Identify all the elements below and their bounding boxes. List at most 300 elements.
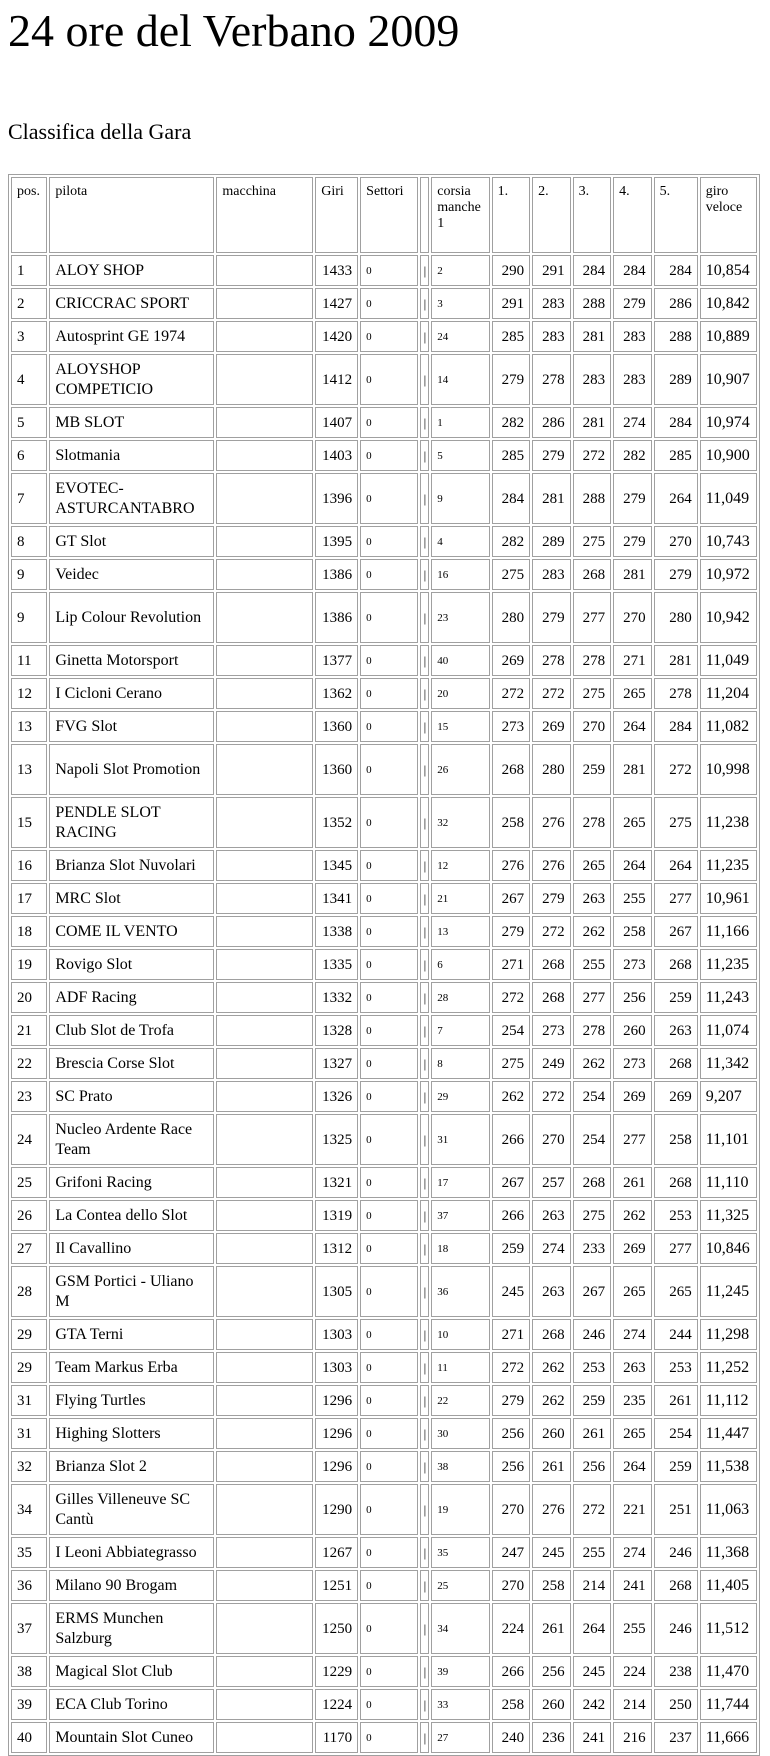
cell-manche-4: 260 — [613, 1015, 652, 1046]
cell-separator: | — [420, 1233, 429, 1264]
cell-settori: 0 — [360, 949, 418, 980]
table-row — [11, 1722, 757, 1753]
cell-giro-veloce: 10,998 — [700, 744, 757, 795]
cell-macchina — [216, 1418, 313, 1449]
cell-settori: 0 — [360, 559, 418, 590]
cell-manche-1: 290 — [492, 255, 531, 286]
cell-giro-veloce: 11,447 — [700, 1418, 757, 1449]
cell-settori: 0 — [360, 1603, 418, 1654]
cell-separator: | — [420, 797, 429, 848]
cell-pos: 32 — [11, 1451, 47, 1482]
page-title: 24 ore del Verbano 2009 — [8, 5, 460, 56]
table-row — [11, 1167, 757, 1198]
cell-settori: 0 — [360, 1484, 418, 1535]
cell-giro-veloce: 9,207 — [700, 1081, 757, 1112]
cell-giri: 1362 — [315, 678, 358, 709]
cell-manche-4: 279 — [613, 473, 652, 524]
cell-pos: 38 — [11, 1656, 47, 1687]
cell-giro-veloce: 11,101 — [700, 1114, 757, 1165]
cell-manche-2: 273 — [532, 1015, 571, 1046]
cell-manche-1: 270 — [492, 1484, 531, 1535]
cell-macchina — [216, 473, 313, 524]
cell-manche-2: 262 — [532, 1385, 571, 1416]
cell-pilota: Napoli Slot Promotion — [49, 744, 214, 795]
cell-manche-2: 261 — [532, 1451, 571, 1482]
cell-manche-4: 271 — [613, 645, 652, 676]
cell-manche-2: 260 — [532, 1418, 571, 1449]
cell-giro-veloce: 11,049 — [700, 645, 757, 676]
cell-corsia: 33 — [431, 1689, 489, 1720]
cell-giro-veloce: 10,942 — [700, 592, 757, 643]
cell-pos: 28 — [11, 1266, 47, 1317]
cell-manche-3: 283 — [573, 354, 612, 405]
cell-manche-3: 241 — [573, 1722, 612, 1753]
cell-manche-1: 271 — [492, 1319, 531, 1350]
cell-pilota: EVOTEC-ASTURCANTABRO — [49, 473, 214, 524]
cell-separator: | — [420, 645, 429, 676]
cell-separator: | — [420, 744, 429, 795]
cell-manche-5: 237 — [654, 1722, 698, 1753]
cell-manche-3: 214 — [573, 1570, 612, 1601]
cell-manche-4: 279 — [613, 288, 652, 319]
cell-manche-1: 273 — [492, 711, 531, 742]
cell-manche-5: 277 — [654, 1233, 698, 1264]
cell-giro-veloce: 11,405 — [700, 1570, 757, 1601]
cell-giro-veloce: 11,512 — [700, 1603, 757, 1654]
cell-pilota: Club Slot de Trofa — [49, 1015, 214, 1046]
cell-pilota: Brescia Corse Slot — [49, 1048, 214, 1079]
cell-manche-3: 254 — [573, 1081, 612, 1112]
cell-separator: | — [420, 592, 429, 643]
cell-manche-2: 263 — [532, 1200, 571, 1231]
cell-macchina — [216, 354, 313, 405]
cell-manche-3: 262 — [573, 916, 612, 947]
cell-settori: 0 — [360, 592, 418, 643]
cell-giri: 1328 — [315, 1015, 358, 1046]
cell-giro-veloce: 11,235 — [700, 850, 757, 881]
cell-macchina — [216, 797, 313, 848]
cell-macchina — [216, 1048, 313, 1079]
cell-manche-3: 261 — [573, 1418, 612, 1449]
cell-corsia: 28 — [431, 982, 489, 1013]
cell-giro-veloce: 11,342 — [700, 1048, 757, 1079]
cell-separator: | — [420, 559, 429, 590]
cell-manche-1: 258 — [492, 797, 531, 848]
cell-manche-1: 259 — [492, 1233, 531, 1264]
cell-corsia: 31 — [431, 1114, 489, 1165]
cell-manche-2: 279 — [532, 440, 571, 471]
cell-giri: 1250 — [315, 1603, 358, 1654]
cell-manche-1: 285 — [492, 321, 531, 352]
cell-manche-5: 272 — [654, 744, 698, 795]
cell-corsia: 7 — [431, 1015, 489, 1046]
cell-manche-5: 259 — [654, 1451, 698, 1482]
cell-macchina — [216, 711, 313, 742]
cell-corsia: 24 — [431, 321, 489, 352]
table-row — [11, 1484, 757, 1535]
cell-manche-2: 276 — [532, 797, 571, 848]
cell-giro-veloce: 11,082 — [700, 711, 757, 742]
cell-pilota: ADF Racing — [49, 982, 214, 1013]
cell-pos: 1 — [11, 255, 47, 286]
cell-giri: 1326 — [315, 1081, 358, 1112]
cell-separator: | — [420, 1385, 429, 1416]
cell-separator: | — [420, 473, 429, 524]
header-macchina: macchina — [216, 177, 313, 253]
cell-corsia: 3 — [431, 288, 489, 319]
cell-manche-2: 261 — [532, 1603, 571, 1654]
cell-corsia: 4 — [431, 526, 489, 557]
cell-pilota: COME IL VENTO — [49, 916, 214, 947]
table-row — [11, 255, 757, 286]
cell-manche-5: 264 — [654, 473, 698, 524]
cell-giri: 1251 — [315, 1570, 358, 1601]
table-row — [11, 1603, 757, 1654]
cell-giri: 1296 — [315, 1451, 358, 1482]
cell-giro-veloce: 11,470 — [700, 1656, 757, 1687]
cell-manche-1: 262 — [492, 1081, 531, 1112]
cell-separator: | — [420, 982, 429, 1013]
cell-manche-4: 282 — [613, 440, 652, 471]
cell-macchina — [216, 1484, 313, 1535]
cell-corsia: 5 — [431, 440, 489, 471]
cell-giri: 1332 — [315, 982, 358, 1013]
cell-giri: 1403 — [315, 440, 358, 471]
cell-separator: | — [420, 1603, 429, 1654]
table-row — [11, 592, 757, 643]
cell-manche-4: 284 — [613, 255, 652, 286]
table-row — [11, 407, 757, 438]
cell-corsia: 29 — [431, 1081, 489, 1112]
cell-manche-5: 238 — [654, 1656, 698, 1687]
cell-manche-5: 284 — [654, 711, 698, 742]
cell-manche-1: 240 — [492, 1722, 531, 1753]
cell-manche-4: 283 — [613, 354, 652, 405]
cell-manche-4: 262 — [613, 1200, 652, 1231]
cell-giri: 1338 — [315, 916, 358, 947]
cell-giri: 1229 — [315, 1656, 358, 1687]
cell-separator: | — [420, 1656, 429, 1687]
cell-manche-2: 249 — [532, 1048, 571, 1079]
cell-manche-5: 265 — [654, 1266, 698, 1317]
cell-macchina — [216, 1689, 313, 1720]
cell-separator: | — [420, 354, 429, 405]
cell-pilota: Highing Slotters — [49, 1418, 214, 1449]
header-pos: pos. — [11, 177, 47, 253]
cell-manche-2: 260 — [532, 1689, 571, 1720]
cell-separator: | — [420, 1570, 429, 1601]
cell-manche-5: 253 — [654, 1352, 698, 1383]
cell-macchina — [216, 1114, 313, 1165]
cell-giro-veloce: 10,842 — [700, 288, 757, 319]
cell-manche-4: 270 — [613, 592, 652, 643]
table-row — [11, 797, 757, 848]
cell-giro-veloce: 11,204 — [700, 678, 757, 709]
cell-manche-5: 254 — [654, 1418, 698, 1449]
cell-manche-2: 278 — [532, 354, 571, 405]
cell-pos: 5 — [11, 407, 47, 438]
cell-manche-3: 278 — [573, 1015, 612, 1046]
cell-pos: 9 — [11, 592, 47, 643]
cell-separator: | — [420, 711, 429, 742]
page-subtitle: Classifica della Gara — [8, 119, 192, 144]
cell-manche-2: 289 — [532, 526, 571, 557]
cell-manche-3: 288 — [573, 288, 612, 319]
cell-manche-4: 264 — [613, 711, 652, 742]
cell-manche-3: 281 — [573, 407, 612, 438]
cell-settori: 0 — [360, 1418, 418, 1449]
header-manche-1: 1. — [492, 177, 531, 253]
cell-macchina — [216, 1352, 313, 1383]
cell-separator: | — [420, 1200, 429, 1231]
cell-pilota: Rovigo Slot — [49, 949, 214, 980]
cell-manche-3: 268 — [573, 1167, 612, 1198]
cell-pilota: I Leoni Abbiategrasso — [49, 1537, 214, 1568]
table-row — [11, 1114, 757, 1165]
cell-manche-3: 278 — [573, 645, 612, 676]
cell-manche-2: 268 — [532, 949, 571, 980]
cell-manche-1: 266 — [492, 1200, 531, 1231]
cell-manche-4: 263 — [613, 1352, 652, 1383]
cell-manche-1: 267 — [492, 1167, 531, 1198]
cell-pos: 4 — [11, 354, 47, 405]
cell-giro-veloce: 11,049 — [700, 473, 757, 524]
cell-settori: 0 — [360, 678, 418, 709]
cell-giri: 1341 — [315, 883, 358, 914]
cell-manche-4: 265 — [613, 678, 652, 709]
cell-pilota: CRICCRAC SPORT — [49, 288, 214, 319]
cell-manche-4: 279 — [613, 526, 652, 557]
cell-macchina — [216, 982, 313, 1013]
cell-manche-5: 289 — [654, 354, 698, 405]
cell-corsia: 30 — [431, 1418, 489, 1449]
cell-macchina — [216, 678, 313, 709]
cell-corsia: 1 — [431, 407, 489, 438]
table-row — [11, 1385, 757, 1416]
cell-manche-2: 280 — [532, 744, 571, 795]
cell-pos: 29 — [11, 1352, 47, 1383]
cell-manche-4: 255 — [613, 1603, 652, 1654]
cell-separator: | — [420, 255, 429, 286]
cell-macchina — [216, 744, 313, 795]
cell-manche-4: 265 — [613, 1418, 652, 1449]
cell-manche-5: 268 — [654, 1570, 698, 1601]
table-row — [11, 1081, 757, 1112]
cell-manche-3: 264 — [573, 1603, 612, 1654]
cell-manche-1: 245 — [492, 1266, 531, 1317]
table-row — [11, 1352, 757, 1383]
cell-macchina — [216, 645, 313, 676]
cell-macchina — [216, 883, 313, 914]
cell-giri: 1360 — [315, 711, 358, 742]
cell-pilota: MB SLOT — [49, 407, 214, 438]
cell-manche-4: 265 — [613, 797, 652, 848]
cell-pos: 23 — [11, 1081, 47, 1112]
cell-giri: 1427 — [315, 288, 358, 319]
cell-settori: 0 — [360, 288, 418, 319]
cell-pos: 3 — [11, 321, 47, 352]
cell-manche-4: 274 — [613, 407, 652, 438]
cell-manche-1: 270 — [492, 1570, 531, 1601]
cell-pos: 8 — [11, 526, 47, 557]
cell-giri: 1296 — [315, 1385, 358, 1416]
cell-pos: 27 — [11, 1233, 47, 1264]
cell-giro-veloce: 10,743 — [700, 526, 757, 557]
cell-macchina — [216, 1451, 313, 1482]
cell-manche-5: 269 — [654, 1081, 698, 1112]
table-row — [11, 711, 757, 742]
header-settori: Settori — [360, 177, 418, 253]
cell-manche-5: 268 — [654, 949, 698, 980]
cell-manche-2: 268 — [532, 1319, 571, 1350]
cell-corsia: 27 — [431, 1722, 489, 1753]
table-row — [11, 440, 757, 471]
cell-manche-3: 275 — [573, 526, 612, 557]
cell-separator: | — [420, 1266, 429, 1317]
cell-pos: 21 — [11, 1015, 47, 1046]
cell-separator: | — [420, 949, 429, 980]
header-manche-2: 2. — [532, 177, 571, 253]
cell-manche-4: 256 — [613, 982, 652, 1013]
table-row — [11, 1418, 757, 1449]
cell-separator: | — [420, 321, 429, 352]
cell-giro-veloce: 11,063 — [700, 1484, 757, 1535]
cell-manche-4: 281 — [613, 559, 652, 590]
cell-pos: 26 — [11, 1200, 47, 1231]
cell-macchina — [216, 1603, 313, 1654]
cell-manche-5: 253 — [654, 1200, 698, 1231]
cell-macchina — [216, 526, 313, 557]
cell-macchina — [216, 592, 313, 643]
cell-giri: 1377 — [315, 645, 358, 676]
table-row — [11, 850, 757, 881]
cell-macchina — [216, 321, 313, 352]
cell-pilota: Gilles Villeneuve SC Cantù — [49, 1484, 214, 1535]
cell-manche-3: 278 — [573, 797, 612, 848]
cell-giro-veloce: 10,972 — [700, 559, 757, 590]
cell-separator: | — [420, 1015, 429, 1046]
cell-manche-3: 233 — [573, 1233, 612, 1264]
cell-manche-3: 255 — [573, 949, 612, 980]
cell-giri: 1386 — [315, 559, 358, 590]
cell-manche-4: 269 — [613, 1233, 652, 1264]
table-row — [11, 678, 757, 709]
cell-manche-4: 241 — [613, 1570, 652, 1601]
cell-manche-2: 270 — [532, 1114, 571, 1165]
cell-settori: 0 — [360, 1689, 418, 1720]
cell-corsia: 38 — [431, 1451, 489, 1482]
table-row — [11, 883, 757, 914]
cell-manche-2: 236 — [532, 1722, 571, 1753]
cell-corsia: 8 — [431, 1048, 489, 1079]
cell-settori: 0 — [360, 711, 418, 742]
cell-pos: 36 — [11, 1570, 47, 1601]
cell-corsia: 23 — [431, 592, 489, 643]
cell-giri: 1396 — [315, 473, 358, 524]
cell-corsia: 26 — [431, 744, 489, 795]
cell-corsia: 10 — [431, 1319, 489, 1350]
results-table — [8, 174, 760, 1756]
cell-giri: 1407 — [315, 407, 358, 438]
cell-manche-5: 258 — [654, 1114, 698, 1165]
cell-settori: 0 — [360, 1451, 418, 1482]
cell-manche-4: 274 — [613, 1537, 652, 1568]
cell-separator: | — [420, 1114, 429, 1165]
cell-corsia: 14 — [431, 354, 489, 405]
cell-pos: 7 — [11, 473, 47, 524]
cell-manche-4: 258 — [613, 916, 652, 947]
cell-pos: 20 — [11, 982, 47, 1013]
cell-settori: 0 — [360, 1537, 418, 1568]
cell-settori: 0 — [360, 473, 418, 524]
cell-macchina — [216, 850, 313, 881]
cell-pos: 2 — [11, 288, 47, 319]
cell-giro-veloce: 10,889 — [700, 321, 757, 352]
cell-settori: 0 — [360, 354, 418, 405]
cell-macchina — [216, 440, 313, 471]
cell-manche-2: 245 — [532, 1537, 571, 1568]
cell-manche-4: 224 — [613, 1656, 652, 1687]
cell-corsia: 37 — [431, 1200, 489, 1231]
cell-manche-1: 276 — [492, 850, 531, 881]
cell-separator: | — [420, 1722, 429, 1753]
cell-manche-4: 214 — [613, 1689, 652, 1720]
cell-manche-2: 283 — [532, 559, 571, 590]
cell-pilota: Autosprint GE 1974 — [49, 321, 214, 352]
cell-manche-3: 265 — [573, 850, 612, 881]
table-row — [11, 744, 757, 795]
header-pilota: pilota — [49, 177, 214, 253]
cell-manche-5: 268 — [654, 1167, 698, 1198]
cell-pilota: Slotmania — [49, 440, 214, 471]
cell-pilota: Flying Turtles — [49, 1385, 214, 1416]
cell-pos: 29 — [11, 1319, 47, 1350]
header-giro-veloce: giro veloce — [700, 177, 757, 253]
cell-manche-3: 255 — [573, 1537, 612, 1568]
cell-manche-1: 269 — [492, 645, 531, 676]
cell-separator: | — [420, 526, 429, 557]
cell-corsia: 18 — [431, 1233, 489, 1264]
cell-manche-5: 246 — [654, 1603, 698, 1654]
cell-pilota: GSM Portici - Uliano M — [49, 1266, 214, 1317]
cell-manche-3: 288 — [573, 473, 612, 524]
cell-separator: | — [420, 850, 429, 881]
cell-separator: | — [420, 288, 429, 319]
cell-pos: 22 — [11, 1048, 47, 1079]
cell-pos: 12 — [11, 678, 47, 709]
cell-macchina — [216, 255, 313, 286]
cell-settori: 0 — [360, 1167, 418, 1198]
cell-pos: 9 — [11, 559, 47, 590]
cell-pilota: Brianza Slot Nuvolari — [49, 850, 214, 881]
cell-settori: 0 — [360, 1048, 418, 1079]
cell-manche-1: 256 — [492, 1418, 531, 1449]
cell-giro-veloce: 10,974 — [700, 407, 757, 438]
cell-corsia: 21 — [431, 883, 489, 914]
cell-manche-3: 256 — [573, 1451, 612, 1482]
cell-settori: 0 — [360, 1266, 418, 1317]
cell-manche-1: 282 — [492, 407, 531, 438]
cell-manche-5: 251 — [654, 1484, 698, 1535]
cell-manche-3: 254 — [573, 1114, 612, 1165]
header-giri: Giri — [315, 177, 358, 253]
cell-giri: 1303 — [315, 1352, 358, 1383]
cell-pilota: La Contea dello Slot — [49, 1200, 214, 1231]
cell-pilota: SC Prato — [49, 1081, 214, 1112]
cell-pilota: FVG Slot — [49, 711, 214, 742]
cell-manche-2: 257 — [532, 1167, 571, 1198]
cell-settori: 0 — [360, 1015, 418, 1046]
